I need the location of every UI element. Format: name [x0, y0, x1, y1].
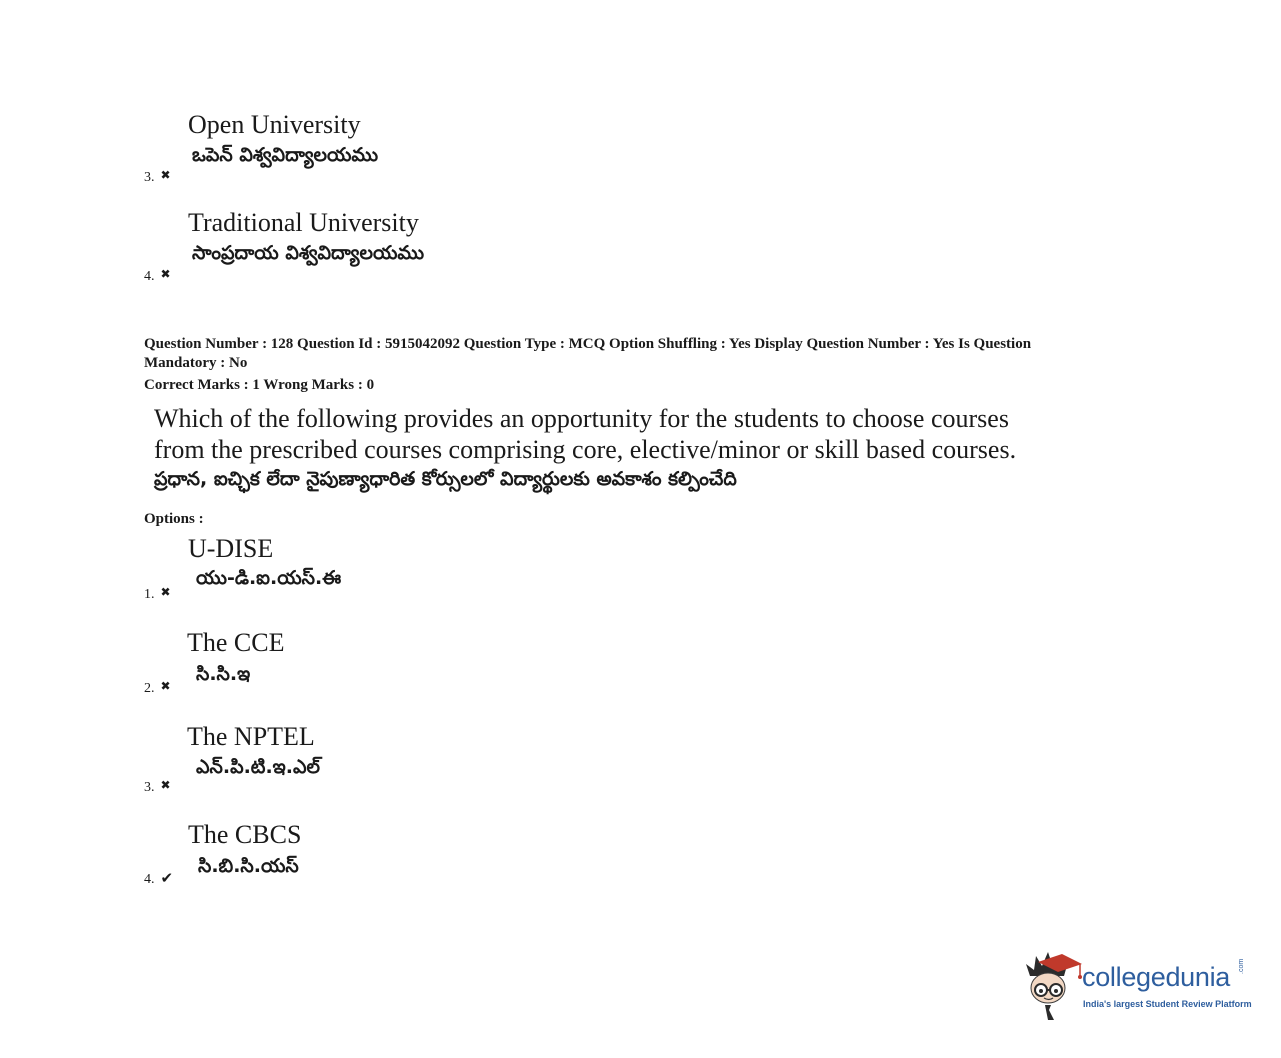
option-number: 3. [144, 170, 155, 185]
option-3-text-te: ఎన్.పి.టి.ఇ.ఎల్ [196, 756, 320, 778]
question-text [154, 403, 1016, 493]
option-1-text-en: U-DISE [188, 534, 274, 563]
question-meta-line1: Question Number : 128 Question Id : 5915042092 Question Type : MCQ Option Shuffling : Yes Display Question Number : Yes Is Question [144, 336, 1032, 352]
option-3-text-en: The NPTEL [187, 722, 315, 751]
option-4-text-te: సి.బి.సి.యస్ [198, 855, 299, 877]
cross-icon: ✖ [160, 168, 171, 182]
cross-icon: ✖ [160, 585, 171, 599]
cross-icon: ✖ [160, 778, 171, 792]
prev-option-3-text-te: ఒపెన్ విశ్వవిద్యాలయము [192, 144, 379, 166]
option-2-text-en: The CCE [187, 628, 285, 657]
option-1-text-te: యు-డి.ఐ.యస్.ఈ [196, 567, 342, 589]
option-3-label [144, 777, 171, 796]
prev-option-4-text-en: Traditional University [188, 208, 419, 237]
option-number: 1. [144, 587, 155, 602]
logo-wordmark: collegedunia [1082, 962, 1231, 992]
prev-option-4-label [144, 266, 171, 285]
option-number: 4. [144, 269, 155, 284]
options-label: Options : [144, 511, 204, 527]
option-number: 4. [144, 872, 155, 887]
question-text-en-line2: from the prescribed courses comprising core, elective/minor or skill based courses. [154, 435, 1017, 464]
logo-dotcom: .com [1238, 958, 1245, 974]
option-2-label [144, 678, 171, 697]
question-meta [144, 335, 1031, 395]
question-text-en-line1: Which of the following provides an opportunity for the students to choose courses [154, 404, 1009, 433]
option-number: 2. [144, 681, 155, 696]
logo-tagline: India's largest Student Review Platform [1083, 999, 1252, 1009]
option-4-label [144, 870, 173, 888]
question-marks: Correct Marks : 1 Wrong Marks : 0 [144, 377, 375, 393]
option-4-text-en: The CBCS [188, 820, 302, 849]
question-meta-line2: Mandatory : No [144, 355, 248, 371]
prev-option-3-text-en: Open University [188, 110, 361, 139]
mascot-icon [1022, 950, 1086, 1022]
question-text-te: ప్రధాన, ఐచ్ఛిక లేదా నైపుణ్యాధారిత కోర్సులలో విద్యార్థులకు అవకాశం కల్పించేది [154, 468, 737, 490]
option-2-text-te: సి.సి.ఇ [196, 663, 251, 685]
cross-icon: ✖ [160, 679, 171, 693]
prev-option-4-text-te: సాంప్రదాయ విశ్వవిద్యాలయము [192, 242, 425, 264]
checkmark-icon: ✔ [160, 869, 174, 887]
option-1-label [144, 584, 171, 603]
option-number: 3. [144, 780, 155, 795]
cross-icon: ✖ [160, 267, 171, 281]
collegedunia-logo [1022, 950, 1252, 1022]
prev-option-3-label [144, 167, 171, 186]
